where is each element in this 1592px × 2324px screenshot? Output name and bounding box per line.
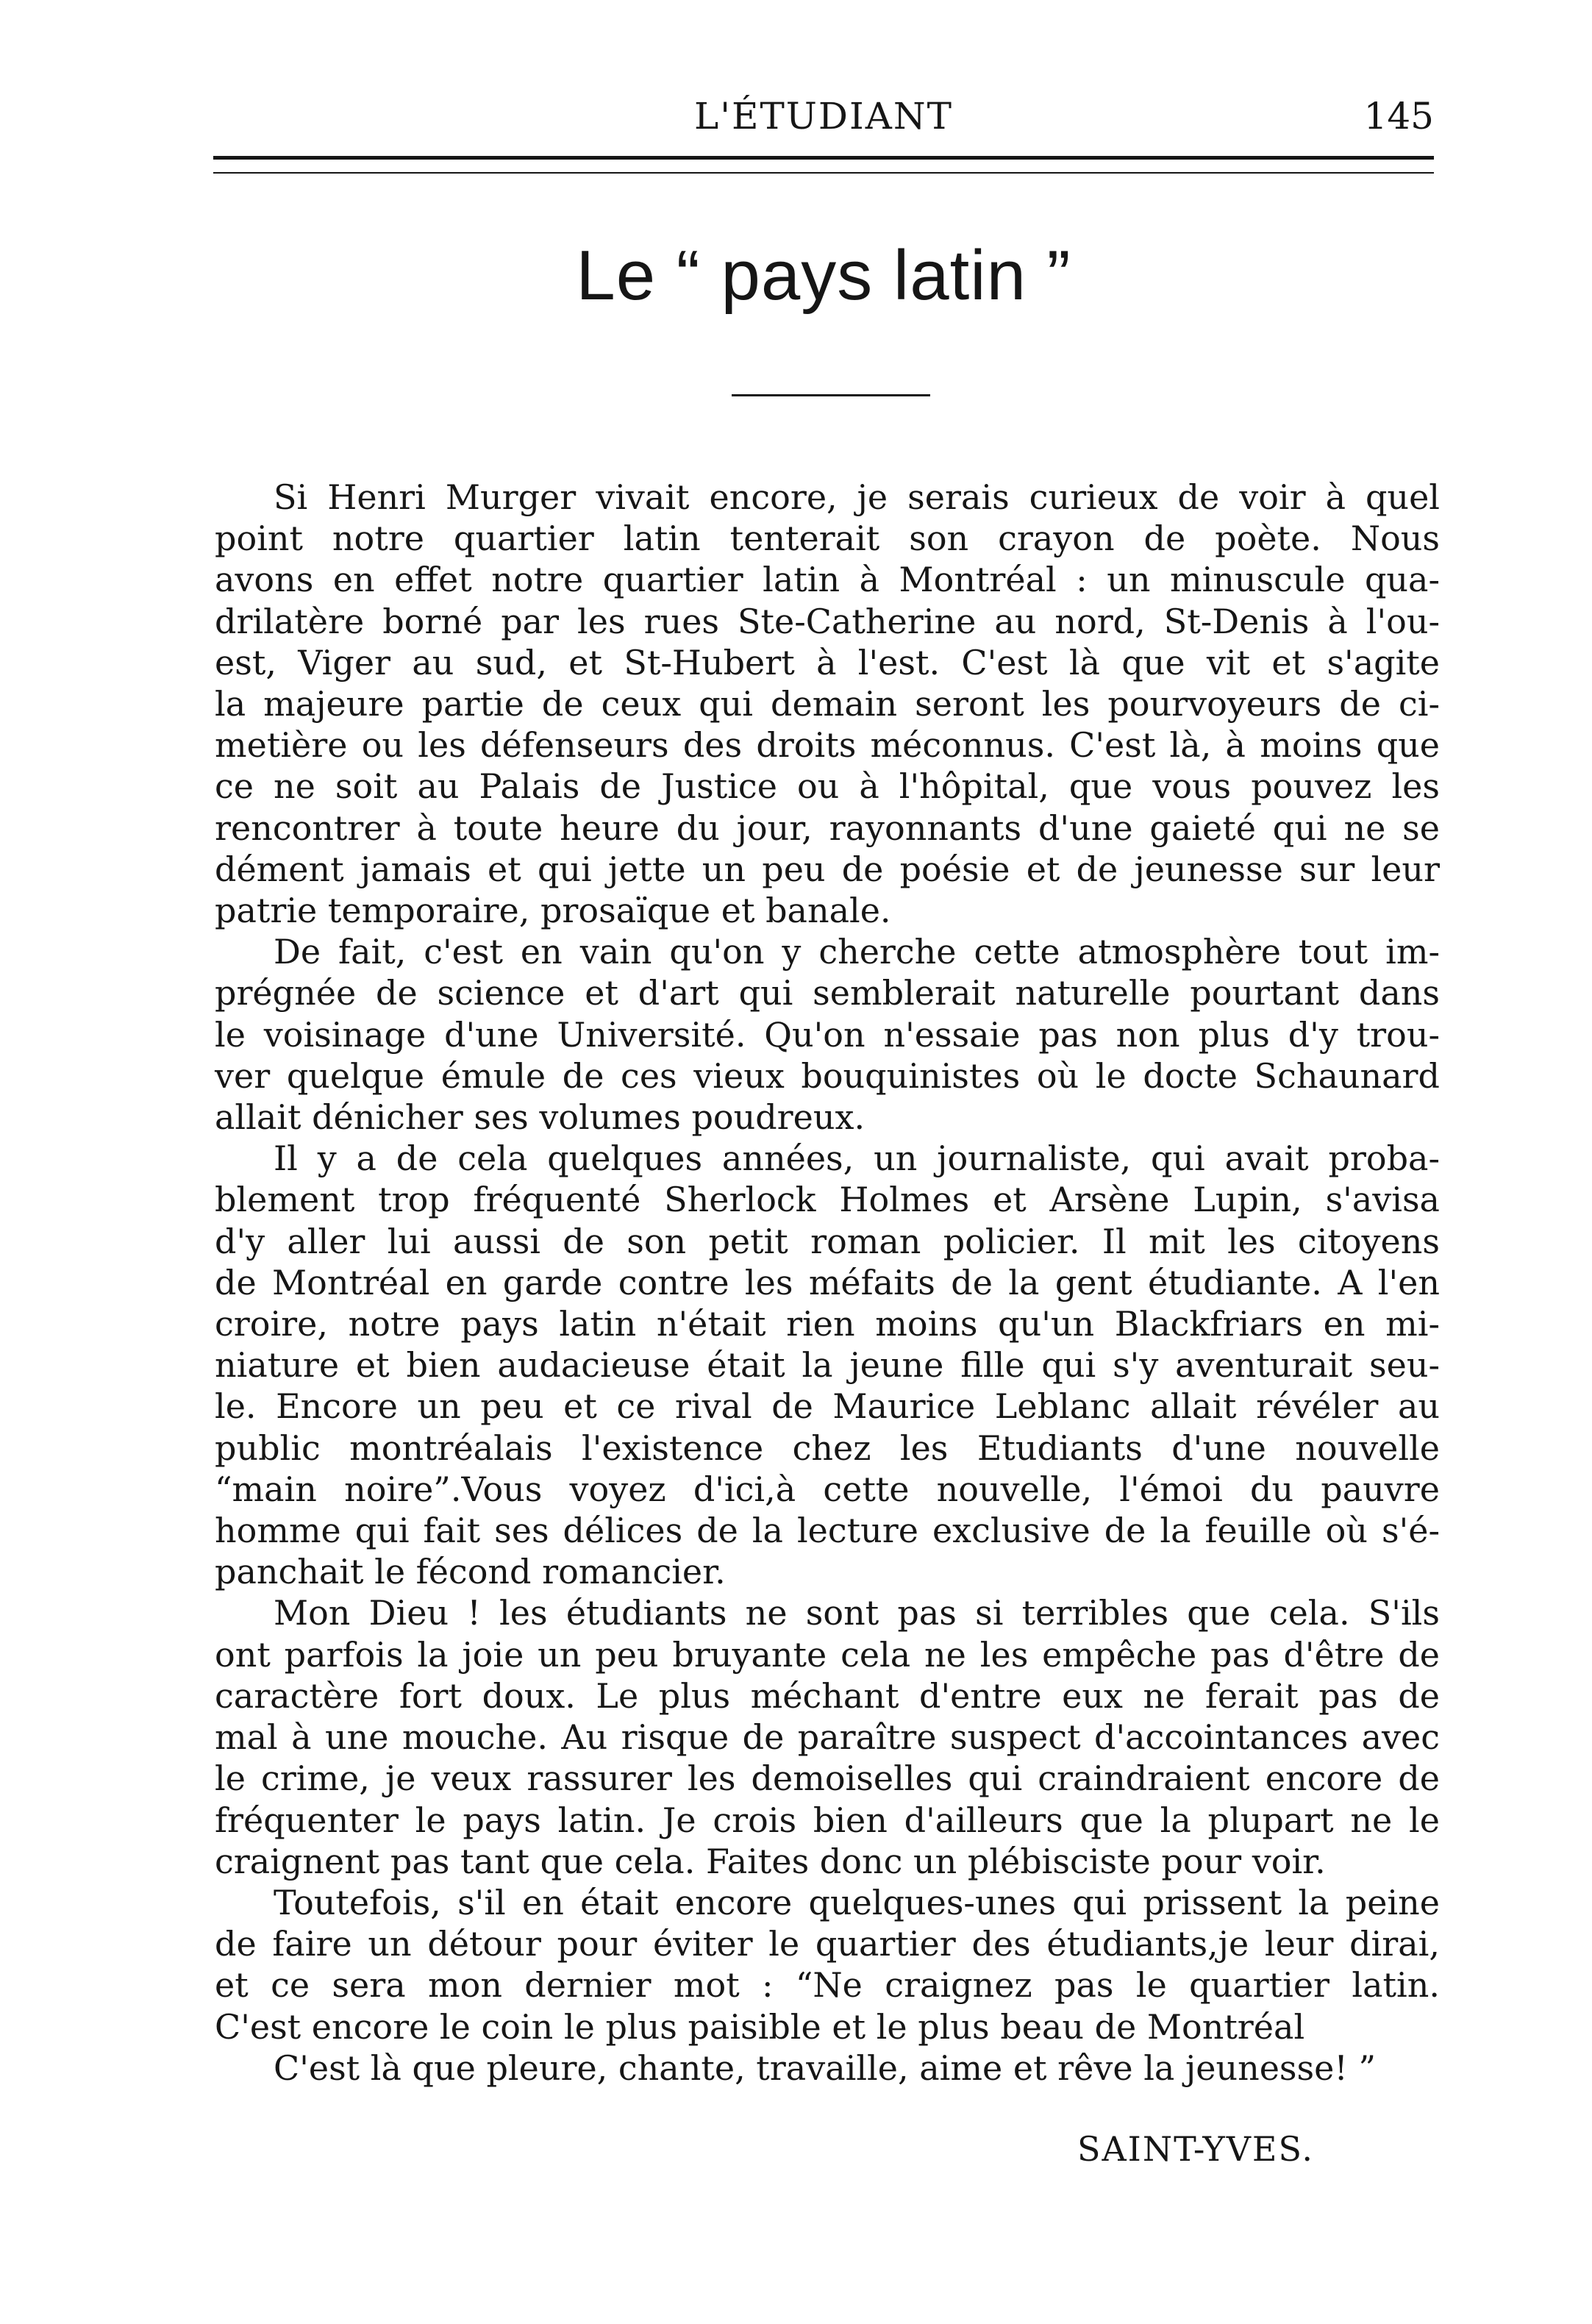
- text-line: C'est encore le coin le plus paisible et le plus beau de Montréal: [215, 2006, 1305, 2047]
- author-signature: SAINT-YVES.: [1077, 2129, 1314, 2169]
- article-body: [215, 477, 1440, 2089]
- paragraph: [215, 1138, 1440, 1592]
- text-line: public montréalais l'existence chez les Etudiants d'une nouvelle: [215, 1427, 1440, 1468]
- text-line: “main noire”.Vous voyez d'ici,à cette nouvelle, l'émoi du pauvre: [215, 1469, 1440, 1509]
- text-line: mal à une mouche. Au risque de paraître suspect d'accointances avec: [215, 1717, 1440, 1758]
- text-line: et ce sera mon dernier mot : “Ne craignez pas le quartier latin.: [215, 1965, 1440, 2006]
- text-line: Toutefois, s'il en était encore quelques-unes qui prissent la peine: [274, 1882, 1440, 1922]
- text-line: fréquenter le pays latin. Je crois bien d'ailleurs que la plupart ne le: [215, 1800, 1440, 1840]
- header-rule-thick: [213, 156, 1434, 160]
- text-line: C'est là que pleure, chante, travaille, aime et rêve la jeunesse! ”: [274, 2047, 1376, 2088]
- text-line: le voisinage d'une Université. Qu'on n'essaie pas non plus d'y trou-: [215, 1014, 1440, 1055]
- paragraph: [215, 2047, 1440, 2089]
- text-line: ont parfois la joie un peu bruyante cela ne les empêche pas d'être de: [215, 1634, 1440, 1675]
- text-line: Il y a de cela quelques années, un journaliste, qui avait proba-: [274, 1138, 1440, 1179]
- text-line: ver quelque émule de ces vieux bouquinistes où le docte Schaunard: [215, 1055, 1440, 1096]
- text-line: De fait, c'est en vain qu'on y cherche cette atmosphère tout im-: [274, 932, 1440, 972]
- text-line: prégnée de science et d'art qui semblerait naturelle pourtant dans: [215, 973, 1440, 1013]
- text-line: ce ne soit au Palais de Justice ou à l'hôpital, que vous pouvez les: [215, 766, 1440, 807]
- text-line: de Montréal en garde contre les méfaits de la gent étudiante. A l'en: [215, 1262, 1440, 1302]
- text-line: patrie temporaire, prosaïque et banale.: [215, 891, 891, 931]
- paragraph: [215, 477, 1440, 931]
- text-line: metière ou les défenseurs des droits méconnus. C'est là, à moins que: [215, 725, 1440, 766]
- text-line: panchait le fécond romancier.: [215, 1552, 726, 1592]
- text-line: dément jamais et qui jette un peu de poésie et de jeunesse sur leur: [215, 849, 1440, 889]
- text-line: niature et bien audacieuse était la jeune fille qui s'y aventurait seu-: [215, 1345, 1440, 1386]
- article-title: Le “ pays latin ”: [576, 236, 1071, 315]
- journal-name: L'ÉTUDIANT: [694, 95, 953, 138]
- text-line: d'y aller lui aussi de son petit roman policier. Il mit les citoyens: [215, 1221, 1440, 1261]
- paragraph: [215, 931, 1440, 1138]
- text-line: blement trop fréquenté Sherlock Holmes et Arsène Lupin, s'avisa: [215, 1180, 1440, 1220]
- header-rule-thin: [213, 172, 1434, 174]
- page-number: 145: [1363, 95, 1434, 138]
- text-line: homme qui fait ses délices de la lecture exclusive de la feuille où s'é-: [215, 1511, 1440, 1551]
- text-line: drilatère borné par les rues Ste-Catherine au nord, St-Denis à l'ou-: [215, 601, 1440, 641]
- title-divider: [732, 394, 930, 396]
- text-line: le crime, je veux rassurer les demoiselles qui craindraient encore de: [215, 1758, 1440, 1799]
- running-head: [213, 87, 1434, 146]
- text-line: la majeure partie de ceux qui demain seront les pourvoyeurs de ci-: [215, 684, 1440, 724]
- text-line: est, Viger au sud, et St-Hubert à l'est. C'est là que vit et s'agite: [215, 642, 1440, 682]
- text-line: avons en effet notre quartier latin à Montréal : un minuscule qua-: [215, 560, 1440, 600]
- text-line: le. Encore un peu et ce rival de Maurice Leblanc allait révéler au: [215, 1386, 1440, 1427]
- paragraph: [215, 1592, 1440, 1881]
- text-line: point notre quartier latin tenterait son crayon de poète. Nous: [215, 518, 1440, 559]
- paragraph: [215, 1882, 1440, 2047]
- text-line: croire, notre pays latin n'était rien moins qu'un Blackfriars en mi-: [215, 1304, 1440, 1344]
- text-line: Si Henri Murger vivait encore, je serais curieux de voir à quel: [274, 477, 1440, 517]
- text-line: de faire un détour pour éviter le quartier des étudiants,je leur dirai,: [215, 1924, 1440, 1964]
- text-line: craignent pas tant que cela. Faites donc un plébisciste pour voir.: [215, 1841, 1326, 1881]
- text-line: rencontrer à toute heure du jour, rayonnants d'une gaieté qui ne se: [215, 808, 1440, 848]
- text-line: Mon Dieu ! les étudiants ne sont pas si terribles que cela. S'ils: [274, 1593, 1440, 1633]
- text-line: caractère fort doux. Le plus méchant d'entre eux ne ferait pas de: [215, 1675, 1440, 1716]
- text-line: allait dénicher ses volumes poudreux.: [215, 1097, 865, 1138]
